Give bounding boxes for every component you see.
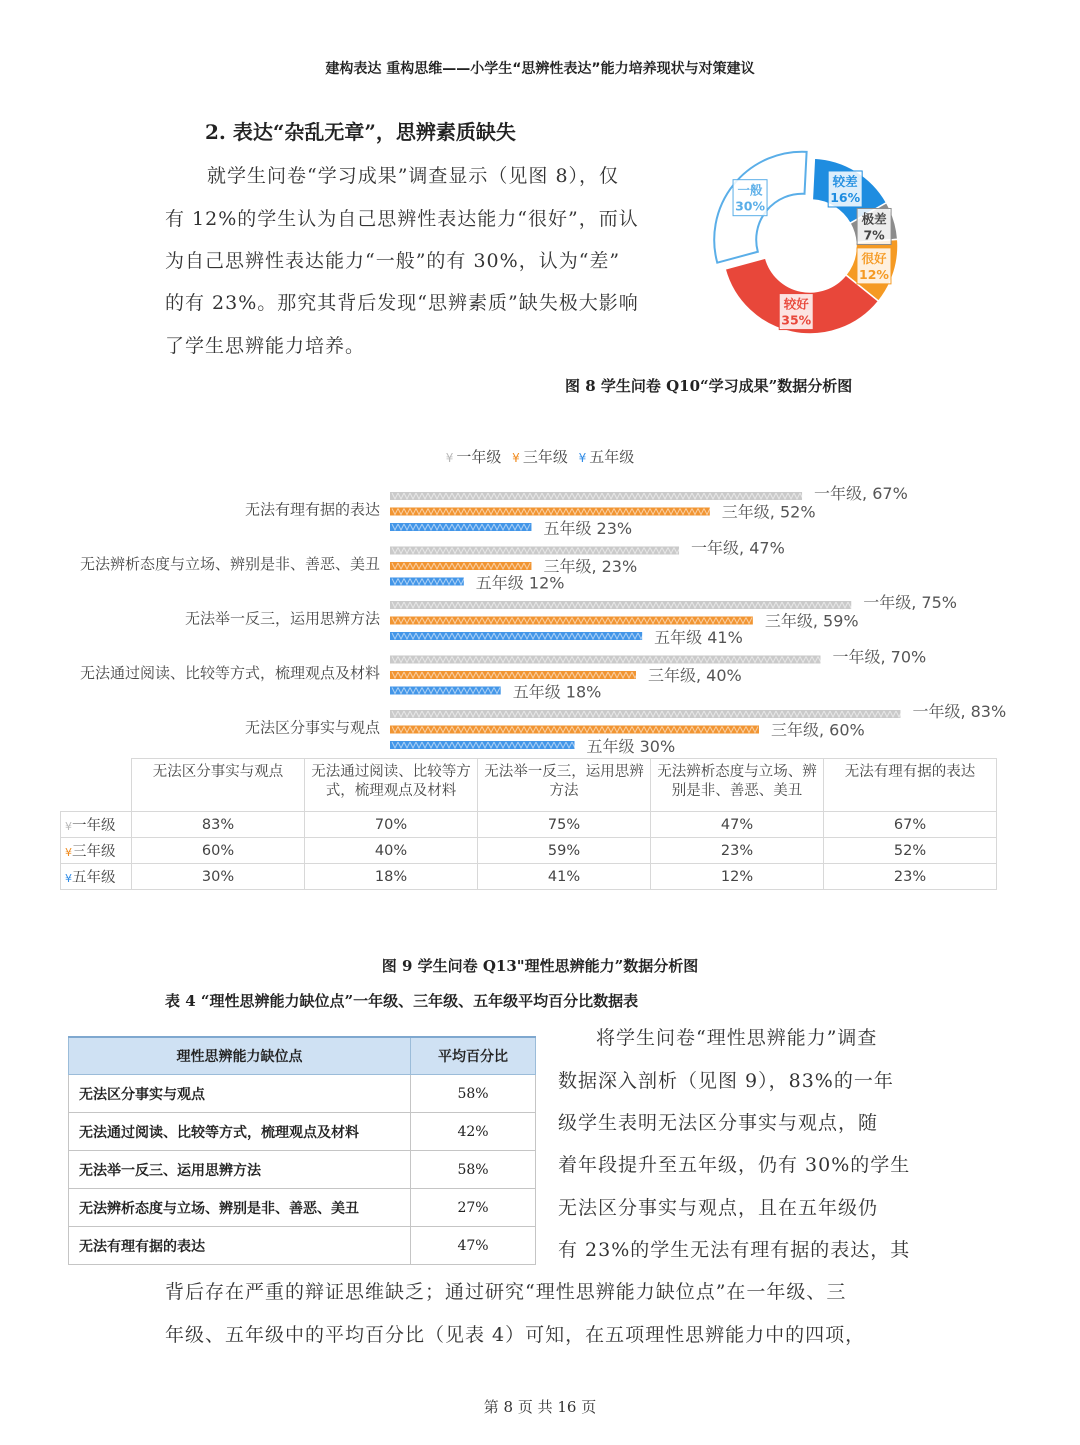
data-label: 五年级 41% [654,628,743,647]
table-cell: 23% [651,838,824,864]
data-label: 一年级, 83% [912,702,1007,721]
table-row [69,1189,536,1227]
table-row [69,1075,536,1113]
table-row [69,1113,536,1151]
legend-marker-grade5: ¥ [578,451,587,465]
fig9-legend [0,446,1080,467]
data-label: 三年级, 40% [648,666,742,685]
table-cell: 30% [132,864,305,890]
table-cell: 47% [411,1227,536,1265]
legend-marker-grade1: ¥ [445,451,454,465]
paragraph-line: 了学生思辨能力培养。 [165,335,366,357]
table-header-row [69,1037,536,1075]
donut-value-label: 12% [859,266,889,282]
data-label: 一年级, 47% [691,538,785,558]
table-cell: 67% [824,812,997,838]
paragraph-line: 有 12%的学生认为自己思辨性表达能力“很好”，而认 [165,208,639,230]
legend-item: 一年级 [456,448,502,466]
table-row-label: ¥一年级 [61,812,132,838]
category-label: 无法区分事实与观点 [244,718,380,737]
donut-value-label: 35% [781,312,812,328]
table-cell: 无法区分事实与观点 [69,1075,411,1113]
table-cell: 83% [132,812,305,838]
table-corner [61,759,132,812]
donut-label: 很好 [861,250,887,266]
table-row [61,812,997,838]
data-label: 三年级, 52% [721,502,816,522]
fig8-caption: 图 8 学生问卷 Q10“学习成果”数据分析图 [565,377,853,395]
data-label: 五年级 12% [475,573,565,593]
table4-caption: 表 4 “理性思辨能力缺位点”一年级、三年级、五年级平均百分比数据表 [165,992,639,1010]
paragraph-line: 的有 23%。那究其背后发现“思辨素质”缺失极大影响 [165,292,639,314]
paragraph-line: 将学生问卷“理性思辨能力”调查 [596,1027,878,1049]
table-row-label: ¥五年级 [61,864,132,890]
paragraph-line: 数据深入剖析（见图 9），83%的一年 [558,1070,894,1092]
running-header: 建构表达 重构思维——小学生“思辨性表达”能力培养现状与对策建议 [325,61,755,77]
table-cell: 无法通过阅读、比较等方式，梳理观点及材料 [69,1113,411,1151]
table-cell: 40% [305,838,478,864]
table-col-header: 平均百分比 [411,1037,536,1075]
table-row [61,864,997,890]
table4 [68,1036,536,1265]
table-cell: 无法举一反三、运用思辨方法 [69,1151,411,1189]
table-cell: 42% [411,1113,536,1151]
donut-label: 较好 [783,296,809,312]
table-col-header: 无法有理有据的表达 [824,759,997,812]
paragraph-line: 无法区分事实与观点，且在五年级仍 [558,1197,879,1219]
table-cell: 60% [132,838,305,864]
table-row [69,1151,536,1189]
table-col-header: 无法举一反三，运用思辨方法 [478,759,651,812]
table-cell: 无法有理有据的表达 [69,1227,411,1265]
paragraph-line: 有 23%的学生无法有理有据的表达，其 [558,1239,911,1261]
table-cell: 12% [651,864,824,890]
table-cell: 无法辨析态度与立场、辨别是非、善恶、美丑 [69,1189,411,1227]
fig9-caption: 图 9 学生问卷 Q13"理性思辨能力”数据分析图 [381,957,699,975]
data-label: 一年级, 70% [832,647,927,667]
fig8-donut-chart [708,128,913,350]
table-cell: 47% [651,812,824,838]
paragraph-line: 就学生问卷“学习成果”调查显示（见图 8），仅 [207,165,620,187]
table-row-label: ¥三年级 [61,838,132,864]
donut-value-label: 7% [863,227,885,243]
data-label: 五年级 23% [543,519,633,538]
donut-label: 较差 [832,173,858,189]
table-cell: 52% [824,838,997,864]
legend-item: 五年级 [589,448,635,466]
fig9-data-table [60,758,997,890]
table-cell: 23% [824,864,997,890]
section-heading: 2. 表达“杂乱无章”，思辨素质缺失 [205,120,516,144]
table-col-header: 无法辨析态度与立场、辨别是非、善恶、美丑 [651,759,824,812]
donut-label: 极差 [861,211,887,227]
data-label: 五年级 30% [586,737,676,756]
table-row [69,1227,536,1265]
data-label: 三年级, 60% [771,720,865,740]
donut-value-label: 30% [735,198,766,214]
table-cell: 75% [478,812,651,838]
legend-marker-grade3: ¥ [512,451,520,465]
table-cell: 58% [411,1151,536,1189]
category-label: 无法通过阅读、比较等方式，梳理观点及材料 [79,664,380,682]
category-label: 无法辨析态度与立场、辨别是非、善恶、美丑 [79,555,380,573]
table-cell: 18% [305,864,478,890]
table-row [61,838,997,864]
table-col-header: 无法区分事实与观点 [132,759,305,812]
paragraph-line: 着年段提升至五年级，仍有 30%的学生 [558,1154,911,1176]
category-label: 无法举一反三，运用思辨方法 [184,609,380,628]
fig9-bar-chart [0,480,1080,760]
data-label: 五年级 18% [512,682,602,702]
table-col-header: 理性思辨能力缺位点 [69,1037,411,1075]
legend-item: 三年级 [522,448,568,466]
table-cell: 59% [478,838,651,864]
table-col-header: 无法通过阅读、比较等方式，梳理观点及材料 [305,759,478,812]
donut-label: 一般 [737,182,763,198]
category-label: 无法有理有据的表达 [244,500,380,519]
table-cell: 41% [478,864,651,890]
table-cell: 58% [411,1075,536,1113]
paragraph-line: 为自己思辨性表达能力“一般”的有 30%，认为“差” [165,250,621,272]
data-label: 一年级, 75% [863,593,957,612]
table-cell: 70% [305,812,478,838]
table-header-row [61,759,997,812]
paragraph-line: 背后存在严重的辩证思维缺乏；通过研究“理性思辨能力缺位点”在一年级、三 [165,1281,847,1303]
data-label: 三年级, 23% [543,557,638,576]
data-label: 一年级, 67% [814,484,908,503]
table-cell: 27% [411,1189,536,1227]
paragraph-line: 年级、五年级中的平均百分比（见表 4）可知，在五项理性思辨能力中的四项， [165,1324,866,1346]
paragraph-line: 级学生表明无法区分事实与观点，随 [558,1112,879,1134]
data-label: 三年级, 59% [764,611,859,631]
donut-value-label: 16% [830,189,861,205]
page-number: 第 8 页 共 16 页 [483,1398,597,1416]
